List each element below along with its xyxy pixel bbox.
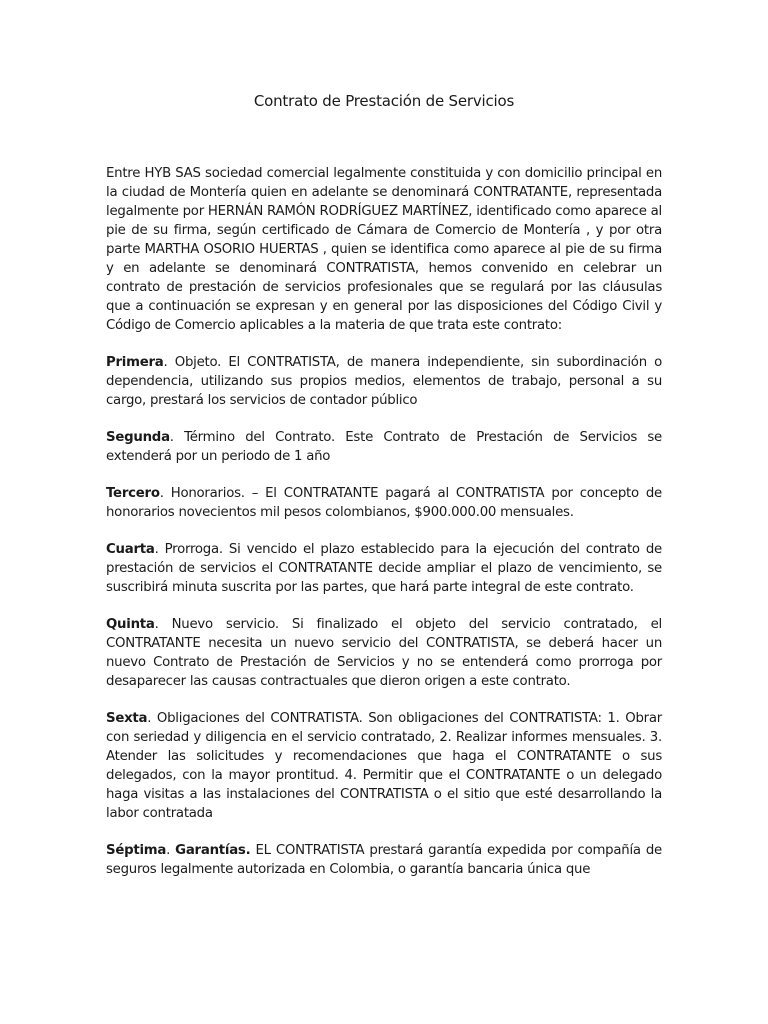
clause-quinta (106, 615, 662, 691)
clause-primera (106, 353, 662, 410)
document-title: Contrato de Prestación de Servicios (253, 92, 515, 110)
clause-label: Segunda (106, 430, 170, 445)
clause-text: . Nuevo servicio. Si finalizado el objeto del servicio contratado, el CONTRATANTE necesita un nuevo servicio del CONTRATISTA, se deberá hacer un nuevo Contrato de Prestación de Servicios y no se entenderá como prorroga por desaparecer las causas contractuales que dieron origen a este contrato. (106, 617, 662, 689)
clause-separator: . (166, 843, 176, 858)
clause-sublabel: Garantías. (175, 843, 251, 858)
clause-label: Sexta (106, 711, 148, 726)
clause-label: Cuarta (106, 542, 155, 557)
clause-segunda (106, 428, 662, 466)
clause-text: . Objeto. El CONTRATISTA, de manera independiente, sin subordinación o dependencia, utilizando sus propios medios, elementos de trabajo, personal a su cargo, prestará los servicios de contador público (106, 355, 662, 408)
clause-septima (106, 841, 662, 879)
clause-label: Primera (106, 355, 164, 370)
clause-tercero (106, 484, 662, 522)
clause-text: . Prorroga. Si vencido el plazo establecido para la ejecución del contrato de prestación de servicios el CONTRATANTE decide ampliar el plazo de vencimiento, se suscribirá minuta suscrita por las partes, que hará parte integral de este contrato. (106, 542, 662, 595)
clause-label: Quinta (106, 617, 155, 632)
clause-cuarta (106, 540, 662, 597)
clause-sexta (106, 709, 662, 823)
clause-text: . Honorarios. – El CONTRATANTE pagará al CONTRATISTA por concepto de honorarios novecientos mil pesos colombianos, $900.000.00 mensuales. (106, 486, 662, 520)
clause-label: Séptima (106, 843, 167, 858)
clause-text: EL CONTRATISTA prestará garantía expedida por compañía de seguros legalmente autorizada en Colombia, o garantía bancaria única que (106, 843, 662, 877)
intro-paragraph: Entre HYB SAS sociedad comercial legalmente constituida y con domicilio principal en la ciudad de Montería quien en adelante se denominará CONTRATANTE, representada legalmente por HERNÁN RAMÓN RODRÍGUEZ MARTÍNEZ, identificado como aparece al pie de su firma, según certificado de Cámara de Comercio de Montería , y por otra parte MARTHA OSORIO HUERTAS , quien se identifica como aparece al pie de su firma y en adelante se denominará CONTRATISTA, hemos convenido en celebrar un contrato de prestación de servicios profesionales que se regulará por las cláusulas que a continuación se expresan y en general por las disposiciones del Código Civil y Código de Comercio aplicables a la materia de que trata este contrato: (106, 166, 662, 333)
clause-label: Tercero (106, 486, 160, 501)
clause-text: . Término del Contrato. Este Contrato de Prestación de Servicios se extenderá por un periodo de 1 año (106, 430, 662, 464)
clause-text: . Obligaciones del CONTRATISTA. Son obligaciones del CONTRATISTA: 1. Obrar con seriedad y diligencia en el servicio contratado, 2. Realizar informes mensuales. 3. Atender las solicitudes y recomendaciones que haga el CONTRATANTE o sus delegados, con la mayor prontitud. 4. Permitir que el CONTRATANTE o un delegado haga visitas a las instalaciones del CONTRATISTA o el sitio que esté desarrollando la labor contratada (106, 711, 662, 821)
document-body (106, 164, 662, 897)
